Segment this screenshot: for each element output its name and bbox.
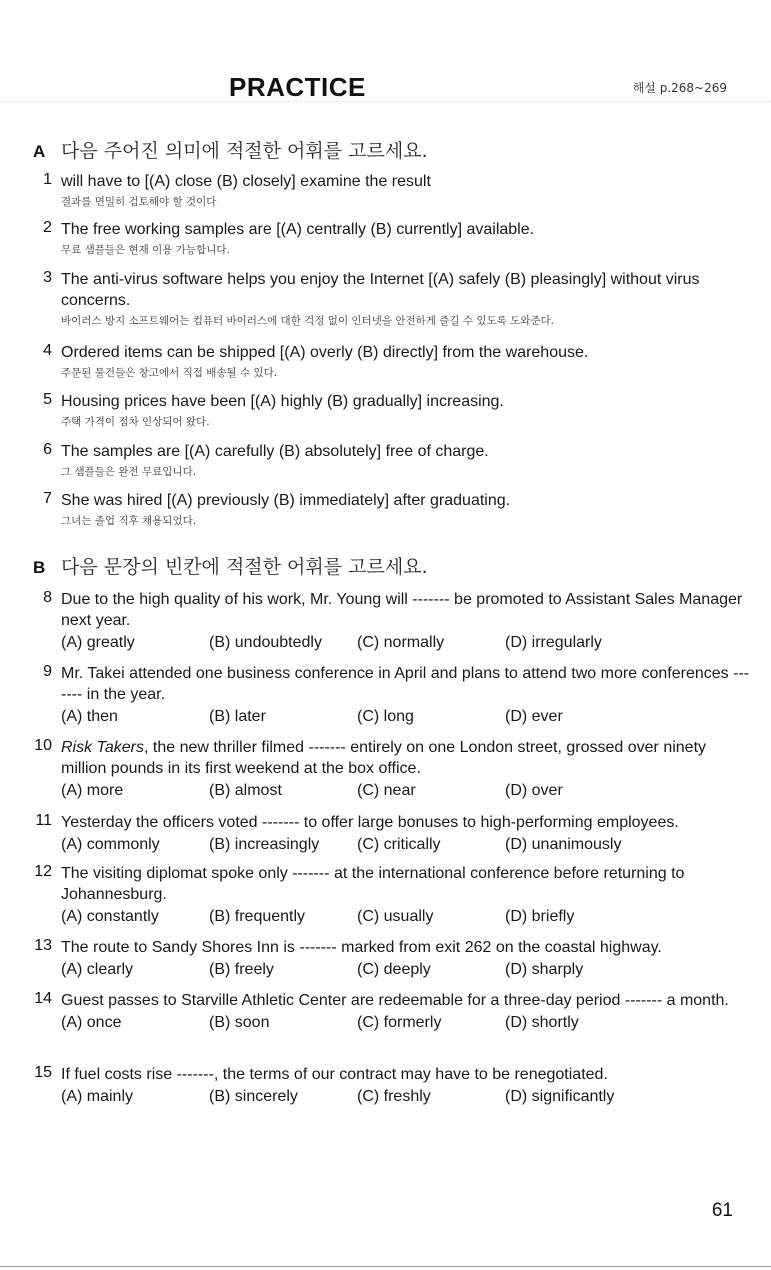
question-item xyxy=(30,171,750,210)
section-letter: B xyxy=(33,558,46,577)
question-item xyxy=(30,589,750,654)
option-a[interactable]: (A) then xyxy=(61,708,118,725)
section-instruction: 다음 문장의 빈칸에 적절한 어휘를 고르세요. xyxy=(61,556,428,578)
question-item xyxy=(30,812,750,856)
question-item xyxy=(30,737,750,802)
question-item xyxy=(30,1064,750,1108)
question-text: The route to Sandy Shores Inn is ------- marked from exit 262 on the coastal highway. xyxy=(61,939,662,956)
option-d[interactable]: (D) over xyxy=(505,782,563,799)
option-b[interactable]: (B) undoubtedly xyxy=(209,634,322,651)
answer-options xyxy=(61,905,750,928)
answer-options xyxy=(61,631,750,654)
question-item xyxy=(30,937,750,981)
option-d[interactable]: (D) briefly xyxy=(505,908,575,925)
option-a[interactable]: (A) greatly xyxy=(61,634,135,651)
question-item xyxy=(30,490,750,529)
header-divider xyxy=(0,101,771,102)
question-item xyxy=(30,269,750,329)
option-d[interactable]: (D) shortly xyxy=(505,1014,579,1031)
question-number: 7 xyxy=(43,490,52,507)
korean-meaning: 결과를 면밀히 검토해야 할 것이다 xyxy=(61,196,217,208)
question-text: Due to the high quality of his work, Mr. Young will ------- be promoted to Assistant Sales Manager next year. xyxy=(61,591,743,629)
answer-options xyxy=(61,1011,750,1034)
option-b[interactable]: (B) almost xyxy=(209,782,282,799)
question-number: 3 xyxy=(43,269,52,286)
question-item xyxy=(30,863,750,928)
question-text xyxy=(61,737,750,779)
answer-options xyxy=(61,705,750,728)
question-number: 15 xyxy=(34,1064,52,1081)
korean-meaning: 무료 샘플들은 현재 이용 가능합니다. xyxy=(61,244,230,256)
option-c[interactable]: (C) near xyxy=(357,782,416,799)
question-number: 11 xyxy=(35,812,52,829)
question-text: The samples are [(A) carefully (B) absolutely] free of charge. xyxy=(61,443,489,460)
question-text: will have to [(A) close (B) closely] examine the result xyxy=(61,173,431,190)
question-text: If fuel costs rise -------, the terms of our contract may have to be renegotiated. xyxy=(61,1066,608,1083)
option-a[interactable]: (A) more xyxy=(61,782,124,799)
question-number: 6 xyxy=(43,441,52,458)
option-a[interactable]: (A) constantly xyxy=(61,908,159,925)
question-number: 14 xyxy=(34,990,52,1007)
question-item xyxy=(30,391,750,430)
question-item xyxy=(30,441,750,480)
option-c[interactable]: (C) freshly xyxy=(357,1088,431,1105)
page-header xyxy=(0,62,771,102)
korean-meaning: 주택 가격이 점차 인상되어 왔다. xyxy=(61,416,210,428)
question-number: 8 xyxy=(43,589,52,606)
option-c[interactable]: (C) deeply xyxy=(357,961,431,978)
question-text: Housing prices have been [(A) highly (B) gradually] increasing. xyxy=(61,393,504,410)
question-number: 10 xyxy=(34,737,52,754)
option-b[interactable]: (B) freely xyxy=(209,961,274,978)
question-item xyxy=(30,663,750,728)
section-b-heading xyxy=(33,552,428,580)
question-text: The anti-virus software helps you enjoy the Internet [(A) safely (B) pleasingly] without virus concerns. xyxy=(61,271,700,309)
question-text-rest: , the new thriller filmed ------- entirely on one London street, grossed over ninety million pounds in its first weekend at the box office. xyxy=(61,739,707,777)
option-a[interactable]: (A) commonly xyxy=(61,836,160,853)
film-title: Risk Takers xyxy=(61,739,144,756)
question-number: 4 xyxy=(43,342,52,359)
answer-reference: 해설 p.268~269 xyxy=(632,81,727,95)
question-text: The visiting diplomat spoke only ------- at the international conference before returning to Johannesburg. xyxy=(61,865,685,903)
korean-meaning: 그녀는 졸업 직후 채용되었다. xyxy=(61,515,197,527)
page-bottom-rule xyxy=(0,1266,771,1267)
question-number: 13 xyxy=(34,937,52,954)
option-c[interactable]: (C) critically xyxy=(357,836,441,853)
page-title: PRACTICE xyxy=(229,72,366,102)
question-text: She was hired [(A) previously (B) immediately] after graduating. xyxy=(61,492,511,509)
option-b[interactable]: (B) sincerely xyxy=(209,1088,298,1105)
option-d[interactable]: (D) unanimously xyxy=(505,836,622,853)
korean-meaning: 그 샘플들은 완전 무료입니다. xyxy=(61,466,197,478)
question-text: The free working samples are [(A) centrally (B) currently] available. xyxy=(61,221,535,238)
question-item xyxy=(30,219,750,258)
question-number: 2 xyxy=(43,219,52,236)
section-a-heading xyxy=(33,136,428,164)
question-text: Mr. Takei attended one business conference in April and plans to attend two more conferences ------- in the year. xyxy=(61,665,750,703)
question-number: 12 xyxy=(34,863,52,880)
answer-options xyxy=(61,1085,750,1108)
option-a[interactable]: (A) once xyxy=(61,1014,122,1031)
option-c[interactable]: (C) long xyxy=(357,708,414,725)
option-d[interactable]: (D) significantly xyxy=(505,1088,615,1105)
question-item xyxy=(30,342,750,381)
question-item xyxy=(30,990,750,1034)
korean-meaning: 바이러스 방지 소프트웨어는 컴퓨터 바이러스에 대한 걱정 없이 인터넷을 안전하게 즐길 수 있도록 도와준다. xyxy=(61,315,555,327)
answer-options xyxy=(61,833,750,856)
option-d[interactable]: (D) irregularly xyxy=(505,634,602,651)
question-text: Ordered items can be shipped [(A) overly (B) directly] from the warehouse. xyxy=(61,344,589,361)
option-d[interactable]: (D) ever xyxy=(505,708,563,725)
question-text: Yesterday the officers voted ------- to offer large bonuses to high-performing employees. xyxy=(61,814,679,831)
option-b[interactable]: (B) increasingly xyxy=(209,836,320,853)
question-number: 9 xyxy=(43,663,52,680)
answer-options xyxy=(61,958,750,981)
option-a[interactable]: (A) clearly xyxy=(61,961,134,978)
question-text: Guest passes to Starville Athletic Center are redeemable for a three-day period ------- a month. xyxy=(61,992,729,1009)
option-c[interactable]: (C) normally xyxy=(357,634,445,651)
question-number: 1 xyxy=(43,171,52,188)
section-instruction: 다음 주어진 의미에 적절한 어휘를 고르세요. xyxy=(61,140,428,162)
option-b[interactable]: (B) later xyxy=(209,708,266,725)
option-b[interactable]: (B) frequently xyxy=(209,908,306,925)
option-a[interactable]: (A) mainly xyxy=(61,1088,134,1105)
option-d[interactable]: (D) sharply xyxy=(505,961,584,978)
option-c[interactable]: (C) formerly xyxy=(357,1014,442,1031)
page-number: 61 xyxy=(711,1200,733,1221)
korean-meaning: 주문된 물건들은 창고에서 직접 배송될 수 있다. xyxy=(61,367,278,379)
option-c[interactable]: (C) usually xyxy=(357,908,434,925)
option-b[interactable]: (B) soon xyxy=(209,1014,270,1031)
answer-options xyxy=(61,779,750,802)
question-number: 5 xyxy=(43,391,52,408)
section-letter: A xyxy=(33,142,46,161)
